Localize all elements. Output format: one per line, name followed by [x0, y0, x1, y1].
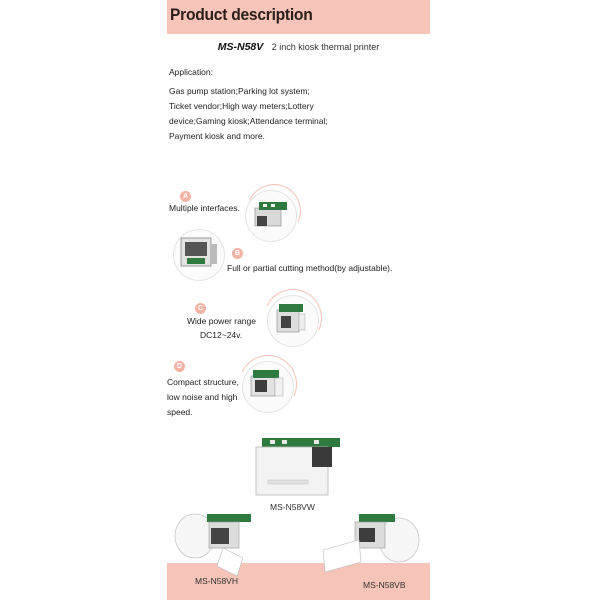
feature-b-badge: B: [232, 248, 243, 259]
application-list: [169, 84, 419, 144]
model-vb-label: MS-N58VB: [363, 580, 406, 590]
page-title: Product description: [170, 5, 313, 24]
printer-b-image: [177, 234, 223, 274]
feature-d-text-1: Compact structure,: [167, 377, 239, 387]
application-line: Ticket vendor;High way meters;Lottery: [169, 101, 314, 111]
printer-d-image: [247, 366, 287, 406]
feature-d-text-3: speed.: [167, 407, 193, 417]
printer-c-image: [271, 300, 311, 340]
feature-a-text: Multiple interfaces.: [169, 203, 240, 213]
model-code: MS-N58V: [217, 41, 264, 53]
feature-b-text: Full or partial cutting method(by adjustable).: [227, 263, 393, 273]
application-line: Gas pump station;Parking lot system;: [169, 86, 310, 96]
printer-vw-image: [252, 430, 347, 500]
feature-c-text-1: Wide power range: [187, 316, 256, 326]
model-vh-label: MS-N58VH: [195, 576, 238, 586]
feature-c-text-2: DC12~24v.: [200, 330, 243, 340]
application-line: Payment kiosk and more.: [169, 131, 265, 141]
feature-c-badge: C: [195, 303, 206, 314]
product-description-column: [167, 0, 430, 600]
title-banner: [167, 0, 430, 34]
model-line: [167, 37, 430, 55]
model-description: 2 inch kiosk thermal printer: [271, 42, 380, 52]
model-vw-label: MS-N58VW: [270, 502, 315, 512]
feature-a-badge: A: [180, 191, 191, 202]
printer-vh-image: [171, 506, 259, 578]
feature-d-badge: D: [174, 361, 185, 372]
feature-d-text-2: low noise and high: [167, 392, 238, 402]
printer-vb-image: [315, 510, 423, 582]
application-line: device;Gaming kiosk;Attendance terminal;: [169, 116, 328, 126]
printer-a-image: [251, 198, 291, 232]
application-label: Application:: [169, 67, 213, 77]
